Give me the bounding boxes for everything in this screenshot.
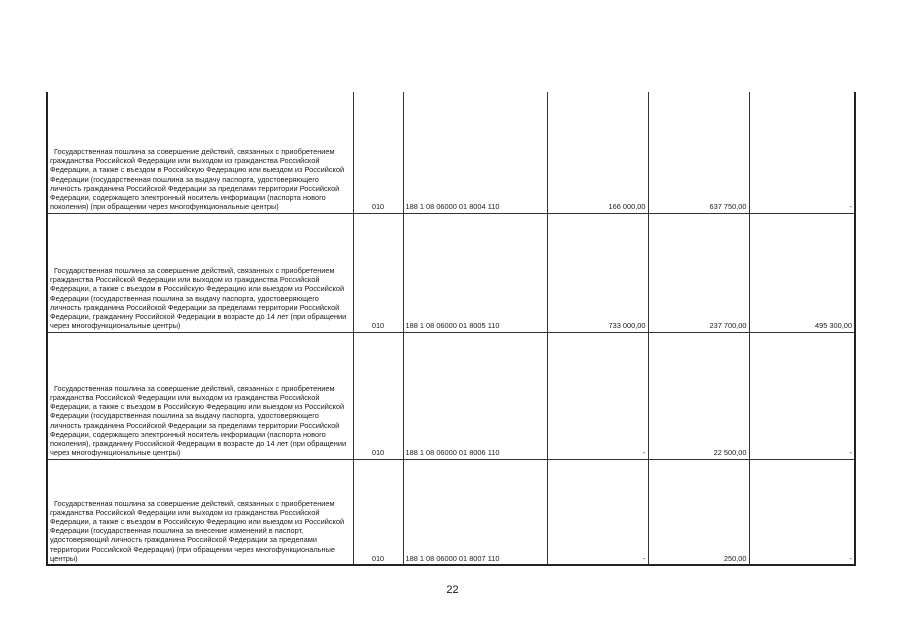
budget-classification-code-cell: 188 1 08 06000 01 8005 110 — [403, 213, 547, 332]
budget-classification-code-cell: 188 1 08 06000 01 8006 110 — [403, 332, 547, 459]
table-row — [47, 332, 855, 459]
table-row — [47, 92, 855, 213]
revenue-name: Государственная пошлина за совершение действий, связанных с приобретением гражданства Российской Федерации или выходом из гражданства Российской Федерации, а также с въездом в Российскую Федерацию или выездом из Российской Федерации (государственная пошлина за выдачу паспорта, удостоверяющего личность гражданина Российской Федерации за пределами территории Российской Федерации, гражданину Российской Федерации в возрасте до 14 лет (при обращении через многофункциональные центры) — [50, 266, 347, 331]
revenue-table — [46, 92, 856, 566]
unexecuted-amount-cell: - — [749, 92, 855, 213]
revenue-name-cell — [47, 332, 353, 459]
unexecuted-amount-cell: 495 300,00 — [749, 213, 855, 332]
page-number: 22 — [446, 584, 459, 596]
executed-amount-cell: 22 500,00 — [648, 332, 749, 459]
revenue-name: Государственная пошлина за совершение действий, связанных с приобретением гражданства Российской Федерации или выходом из гражданства Российской Федерации, а также с въездом в Российскую Федерацию или выездом из Российской Федерации (государственная пошлина за выдачу паспорта, удостоверяющего личность гражданина Российской Федерации за пределами территории Российской Федерации, содержащего электронный носитель информации (паспорта нового поколения) (при обращении через многофункциональные центры) — [50, 147, 345, 212]
revenue-name-cell — [47, 459, 353, 565]
executed-amount-cell: 637 750,00 — [648, 92, 749, 213]
table-row — [47, 213, 855, 332]
approved-amount-cell: - — [547, 332, 648, 459]
line-code-cell: 010 — [353, 459, 403, 565]
revenue-name: Государственная пошлина за совершение действий, связанных с приобретением гражданства Российской Федерации или выходом из гражданства Российской Федерации, а также с въездом в Российскую Федерацию или выездом из Российской Федерации (государственная пошлина за внесение изменений в паспорт, удостоверяющий личность гражданина Российской Федерации за пределами территории Российской Федерации) (при обращении через многофункциональные центры) — [50, 498, 345, 563]
line-code-cell: 010 — [353, 332, 403, 459]
budget-classification-code-cell: 188 1 08 06000 01 8007 110 — [403, 459, 547, 565]
approved-amount-cell: - — [547, 459, 648, 565]
approved-amount-cell: 733 000,00 — [547, 213, 648, 332]
executed-amount-cell: 237 700,00 — [648, 213, 749, 332]
unexecuted-amount-cell: - — [749, 459, 855, 565]
line-code-cell: 010 — [353, 213, 403, 332]
executed-amount-cell: 250,00 — [648, 459, 749, 565]
line-code-cell: 010 — [353, 92, 403, 213]
revenue-name-cell — [47, 92, 353, 213]
revenue-name: Государственная пошлина за совершение действий, связанных с приобретением гражданства Российской Федерации или выходом из гражданства Российской Федерации, а также с въездом в Российскую Федерацию или выездом из Российской Федерации (государственная пошлина за выдачу паспорта, удостоверяющего личность гражданина Российской Федерации за пределами территории Российской Федерации, содержащего электронный носитель информации (паспорта нового поколения), гражданину Российской Федерации в возрасте до 14 лет (при обращении через многофункциональные центры) — [50, 383, 347, 458]
budget-classification-code-cell: 188 1 08 06000 01 8004 110 — [403, 92, 547, 213]
table-row — [47, 459, 855, 565]
unexecuted-amount-cell: - — [749, 332, 855, 459]
approved-amount-cell: 166 000,00 — [547, 92, 648, 213]
revenue-name-cell — [47, 213, 353, 332]
